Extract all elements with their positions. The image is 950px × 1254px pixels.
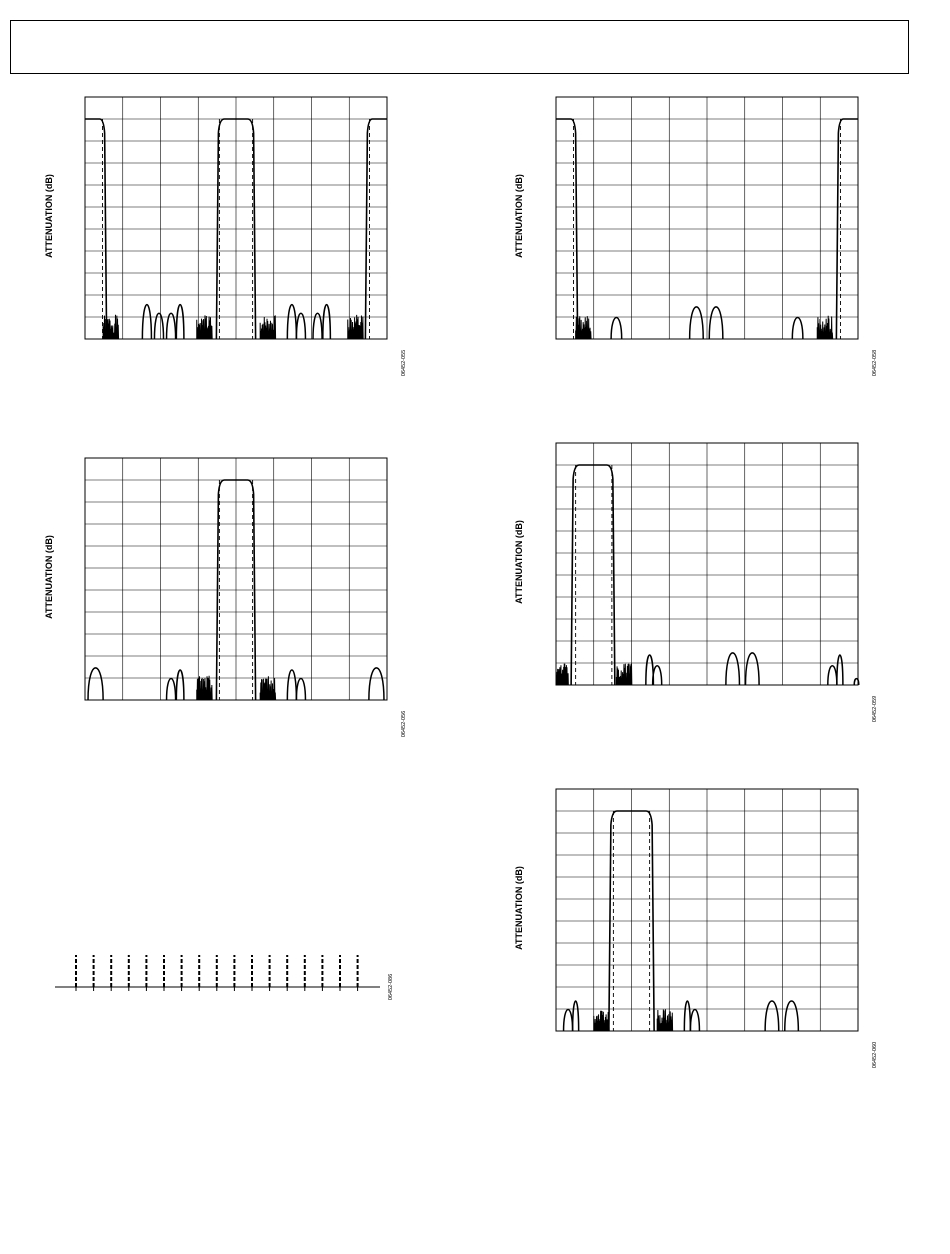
chart-3-bandpass-center	[44, 458, 407, 737]
figure-id: 06452-055	[401, 349, 407, 377]
side-lobe	[176, 670, 184, 700]
stopband-ripple	[348, 315, 363, 339]
side-lobe	[709, 307, 723, 339]
side-lobe	[287, 670, 296, 700]
y-axis-label: ATTENUATION (dB)	[44, 535, 54, 619]
chart-1-highpass-multiband	[44, 97, 407, 376]
stopband-ripple	[103, 315, 118, 339]
side-lobe	[323, 305, 331, 339]
figure-id: 06452-060	[872, 1041, 878, 1069]
side-lobe	[828, 666, 837, 685]
y-axis-label: ATTENUATION (dB)	[514, 520, 524, 604]
side-lobe	[369, 668, 384, 700]
chart-6-impulse-train	[55, 955, 394, 1000]
stopband-ripple	[616, 664, 631, 685]
side-lobe	[573, 1001, 579, 1031]
figure-id: 06452-086	[388, 973, 394, 1001]
stopband-ripple	[260, 315, 275, 339]
chart-2-bandstop	[514, 97, 878, 376]
side-lobe	[176, 305, 184, 339]
stopband-ripple	[556, 664, 568, 685]
y-axis-label: ATTENUATION (dB)	[44, 174, 54, 258]
chart-5-bandpass-low-mid	[514, 789, 878, 1068]
side-lobe	[287, 305, 296, 339]
stopband-ripple	[197, 676, 212, 700]
y-axis-label: ATTENUATION (dB)	[514, 174, 524, 258]
side-lobe	[792, 318, 803, 339]
stopband-ripple	[197, 315, 212, 339]
side-lobe	[611, 318, 622, 339]
stopband-ripple	[657, 1009, 672, 1031]
side-lobe	[564, 1010, 573, 1031]
side-lobe	[837, 655, 843, 685]
side-lobe	[746, 653, 760, 685]
side-lobe	[142, 305, 151, 339]
side-lobe	[785, 1001, 799, 1031]
side-lobe	[726, 653, 740, 685]
side-lobe	[167, 679, 176, 700]
figure-id: 06452-058	[872, 349, 878, 377]
side-lobe	[684, 1001, 690, 1031]
side-lobe	[690, 1010, 699, 1031]
stopband-ripple	[817, 316, 832, 339]
side-lobe	[765, 1001, 779, 1031]
figure-id: 06452-056	[401, 710, 407, 738]
side-lobe	[690, 307, 704, 339]
stopband-ripple	[594, 1011, 609, 1031]
side-lobe	[296, 679, 305, 700]
y-axis-label: ATTENUATION (dB)	[514, 866, 524, 950]
stopband-ripple	[260, 676, 275, 700]
side-lobe	[854, 679, 859, 685]
side-lobe	[88, 668, 103, 700]
chart-4-bandpass-low	[514, 443, 878, 722]
figure-id: 06452-059	[872, 695, 878, 723]
